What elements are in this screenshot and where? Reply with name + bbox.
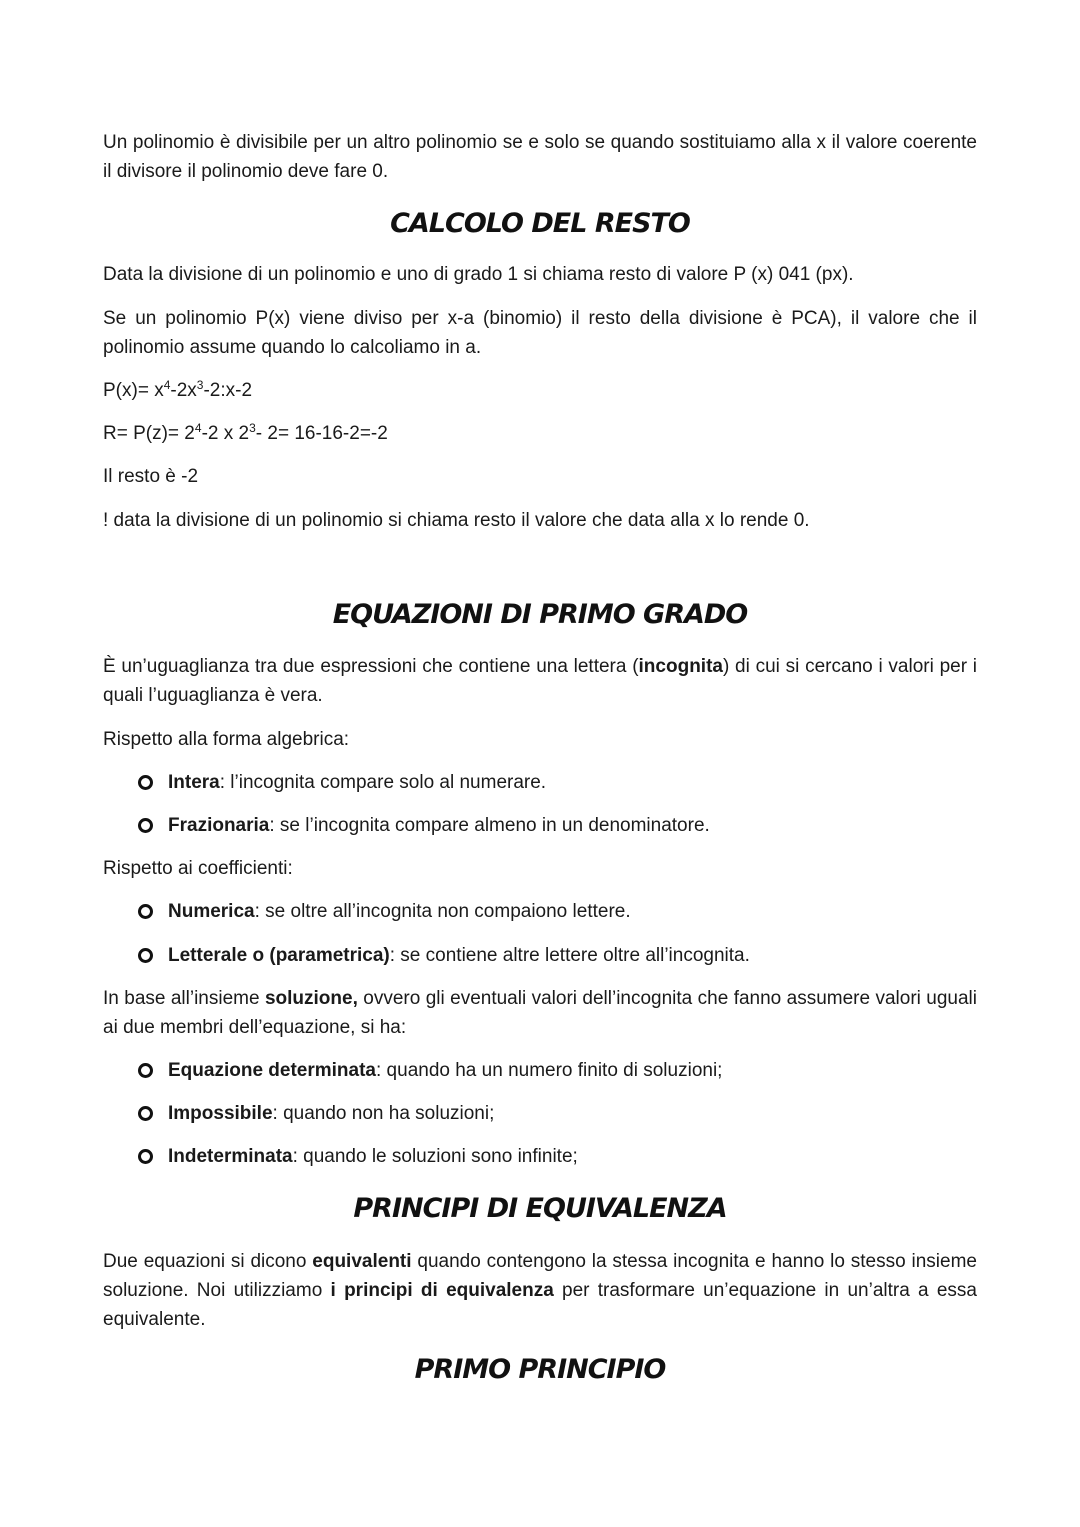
circle-bullet-icon: [138, 818, 153, 833]
heading-calcolo-del-resto: CALCOLO DEL RESTO: [390, 208, 690, 239]
equation-definition: È un’uguaglianza tra due espressioni che contiene una lettera (incognita) di cui si cercano i valori per i quali l’uguaglianza è vera.: [103, 656, 977, 706]
principi-paragraph: Due equazioni si dicono equivalenti quando contengono la stessa incognita e hanno lo stesso insieme soluzione. Noi utilizziamo i principi di equivalenza per trasformare un’equazione in un’altra a essa equivalente.: [103, 1251, 978, 1330]
circle-bullet-icon: [138, 948, 153, 963]
formula-polynomial: $P(x)= x^4-2x^3-2:x-2$: [103, 378, 253, 401]
remainder-result: Il resto è -2: [103, 466, 199, 487]
resto-theorem: Se un polinomio P(x) viene diviso per x-a (binomio) il resto della divisione è PCA), il valore che il polinomio assume quando lo calcoliamo in a.: [103, 308, 977, 358]
resto-definition: Data la divisione di un polinomio e uno di grado 1 si chiama resto di valore P (x) 041 (px).: [103, 264, 854, 285]
circle-bullet-icon: [138, 1149, 153, 1164]
forma-algebrica-label: Rispetto alla forma algebrica:: [103, 729, 350, 750]
remainder-note: ! data la divisione di un polinomio si chiama resto il valore che data alla x lo rende 0.: [103, 510, 810, 531]
circle-bullet-icon: [138, 904, 153, 919]
document-page: Un polinomio è divisibile per un altro polinomio se e solo se quando sostituiamo alla x il valore coerente il divisore il polinomio deve fare 0. CALCOLO DEL RESTO Data la divisione di un polinomio e uno di grado 1 si chiama resto di valore P (x) 041 (px). Se un polinomio P(x) viene diviso per x-a (binomio) il resto della divisione è PCA), il valore che il polinomio assume quando lo calcoliamo in a. $P(x)= x^4-2x^3-2:x-2$ $R= P(z)= 2^4-2$ x $2^3-$ 2= 16-16-2=-2 Il resto è -2 ! data la divisione di un polinomio si chiama resto il valore che data alla x lo rende 0. EQUAZIONI DI PRIMO GRADO È un’uguaglianza tra due espressioni che contiene una lettera (incognita) di cui si cercano i valori per i quali l’uguaglianza è vera. Rispetto alla forma algebrica: Intera: l’incognita compare solo al numerare. Frazionaria: se l’incognita compare almeno in un denominatore. Rispetto ai coefficienti: Numerica: se oltre all’incognita non compaiono lettere. Letterale o (parametrica): se contiene altre lettere oltre all’incognita. In base all’insieme soluzione, ovvero gli eventuali valori dell’incognita che fanno assumere valori uguali ai due membri dell’equazione, si ha: Equazione determinata: quando ha un numero finito di soluzioni; Impossibile: quando non ha soluzioni; Indeterminata: quando le soluzioni sono infinite; PRINCIPI DI EQUIVALENZA Due equazioni si dicono equivalenti quando contengono la stessa incognita e hanno lo stesso insieme soluzione. Noi utilizziamo i principi di equivalenza per trasformare un’equazione in un’altra a essa equivalente. PRIMO PRINCIPIO: [0, 0, 1080, 1527]
heading-principi-equivalenza: PRINCIPI DI EQUIVALENZA: [353, 1193, 727, 1224]
heading-primo-principio: PRIMO PRINCIPIO: [414, 1354, 666, 1385]
formula-remainder: $R= P(z)= 2^4-2$ x $2^3-$ 2= 16-16-2=-2: [103, 421, 388, 444]
circle-bullet-icon: [138, 1063, 153, 1078]
circle-bullet-icon: [138, 1106, 153, 1121]
heading-equazioni-primo-grado: EQUAZIONI DI PRIMO GRADO: [332, 599, 748, 630]
circle-bullet-icon: [138, 775, 153, 790]
insieme-soluzione-paragraph: In base all’insieme soluzione, ovvero gli eventuali valori dell’incognita che fanno assumere valori uguali ai due membri dell’equazione, si ha:: [103, 988, 977, 1038]
intro-paragraph: Un polinomio è divisibile per un altro polinomio se e solo se quando sostituiamo alla x il valore coerente il divisore il polinomio deve fare 0.: [103, 132, 977, 182]
coefficienti-label: Rispetto ai coefficienti:: [103, 858, 293, 879]
